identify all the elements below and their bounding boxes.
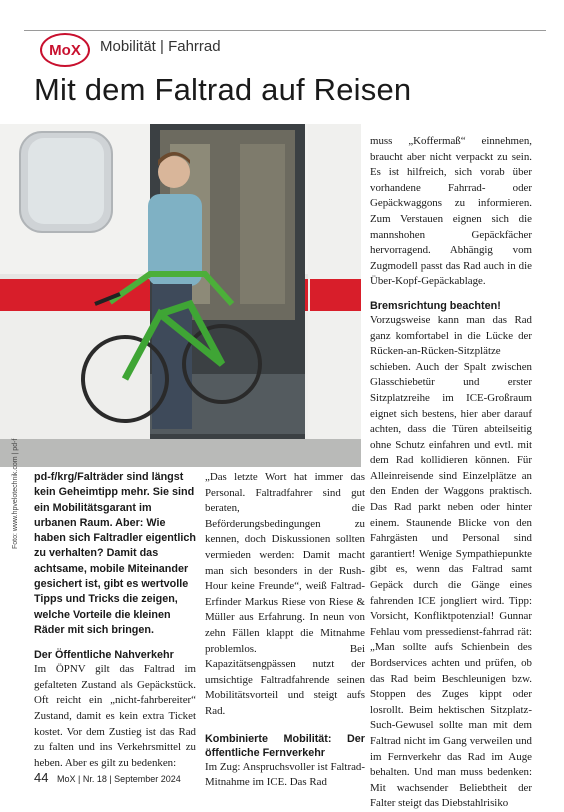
- paragraph-bremsrichtung: Vorzugsweise kann man das Rad ganz komfortabel in die Lücke der Rücken-an-Rücken-Sitzplätze schieben. Auch der Spalt zwischen Glasschiebetür und erster Sitzplatzreihe im ICE-Großraum eignet sich bestens, hier aber darauf achten, dass die Türen abteilseitig ohne Schutz einfahren und evtl. mit dem Rad kollidieren können. Für Alleinreisende sind Einzelplätze an den Enden der Waggons praktisch. Das Rad parkt neben oder hinter einem. Staunende Blicke von den Fahrgästen und Personal sind garantiert! Wenige Sympathiepunkte gibt es, wenn das Faltrad samt Gepäck durch die Gänge eines fahrenden ICE jongliert wird. Tipp: Vorsicht, Konfliktpotenzial! Gunnar Fehlau vom pressedienst-fahrrad rät: „Man sollte aufs Schienbein des Bordservices achten und prüfen, ob das Rad beim Beschleunigen bzw. Stoppen des Zuges kippt oder losrollt. Beim hektischen Sitzplatz-Such-Gewusel sollte man mit dem Faltrad nicht im Gang verweilen und im Fernverkehr das Rad im Auge behalten. Und man muss bedenken: Mit wachsender Beliebtheit der Falter steigt das Diebstahlrisiko: [370, 313, 532, 810]
- page-number: 44: [34, 770, 49, 785]
- column-3: [370, 134, 532, 812]
- issue-info: MoX | Nr. 18 | September 2024: [56, 774, 181, 784]
- photo-credit: Foto: www.hpvelotechnik.com | pd-f: [12, 438, 19, 549]
- article-photo: [0, 124, 361, 549]
- paragraph-koffermass: muss „Koffermaß“ einnehmen, braucht aber nicht verpackt zu sein. Es ist hilfreich, sich vorab über vorhandene Fahrrad- oder Gepäckwaggons zu informieren. Zum Verstauen eignen sich die mannshohen Gepäckfächer hervorragend. Abhängig vom Zugmodell passt das Rad auch in die Über-Kopf-Gepäckablage.: [370, 135, 532, 288]
- paragraph-ice: Im Zug: Anspruchsvoller ist Faltrad-Mitnahme im ICE. Das Rad: [205, 760, 365, 789]
- paragraph-nahverkehr: Im ÖPNV gilt das Faltrad im gefalteten Zustand als Gepäckstück. Oft reicht ein „nicht-fahrbereiter“ Zustand, damit es kein extra Ticket kostet. Vor dem Zustieg ist das Rad zu falten und ins Verkehrsmittel zu heben. Aber es gilt zu bedenken:: [34, 663, 196, 769]
- paragraph-quote: „Das letzte Wort hat immer das Personal. Faltradfahrer sind gut beraten, die Beförderungsbedingungen zu kennen, doch Diskussionen sollten vermieden werden: Damit macht man sich besonders in der Rush-Hour keine Freunde“, weiß Faltrad-Erfinder Markus Riese von Riese & Müller aus Erfahrung. In neun von zehn Fällen klappt die Mitnahme problemlos. Bei Kapazitätsengpässen nutzt der umsichtige Faltradfahrende seinen Mobilitätsvorteil und steigt aufs Rad.: [205, 471, 365, 717]
- subheading-bremsrichtung: Bremsrichtung beachten!: [370, 299, 501, 312]
- train-photo-illustration: [0, 124, 361, 467]
- mox-logo: [40, 33, 90, 67]
- column-2: [205, 470, 365, 791]
- article-title: Mit dem Faltrad auf Reisen: [34, 72, 412, 107]
- top-rule: [24, 30, 546, 31]
- logo-text: MoX: [49, 41, 81, 59]
- subheading-nahverkehr: Der Öffentliche Nahverkehr: [34, 649, 174, 662]
- lead-paragraph: pd-f/krg/Falträder sind längst kein Geheimtipp mehr. Sie sind ein Mobilitätsgarant im urbanen Raum. Aber: Wie haben sich Faltradler eigentlich zu verhalten? Damit das achtsame, mobile Miteinander gesichert ist, gibt es wertvolle Tipps und Tricks die zeigen, welche Vorteile die kleinen Räder mit sich bringen.: [34, 471, 196, 636]
- page-footer: [34, 770, 181, 785]
- subheading-fernverkehr: Kombinierte Mobilität: Der öffentliche Fernverkehr: [205, 732, 365, 759]
- column-1: [34, 470, 196, 771]
- section-label: Mobilität | Fahrrad: [100, 38, 221, 55]
